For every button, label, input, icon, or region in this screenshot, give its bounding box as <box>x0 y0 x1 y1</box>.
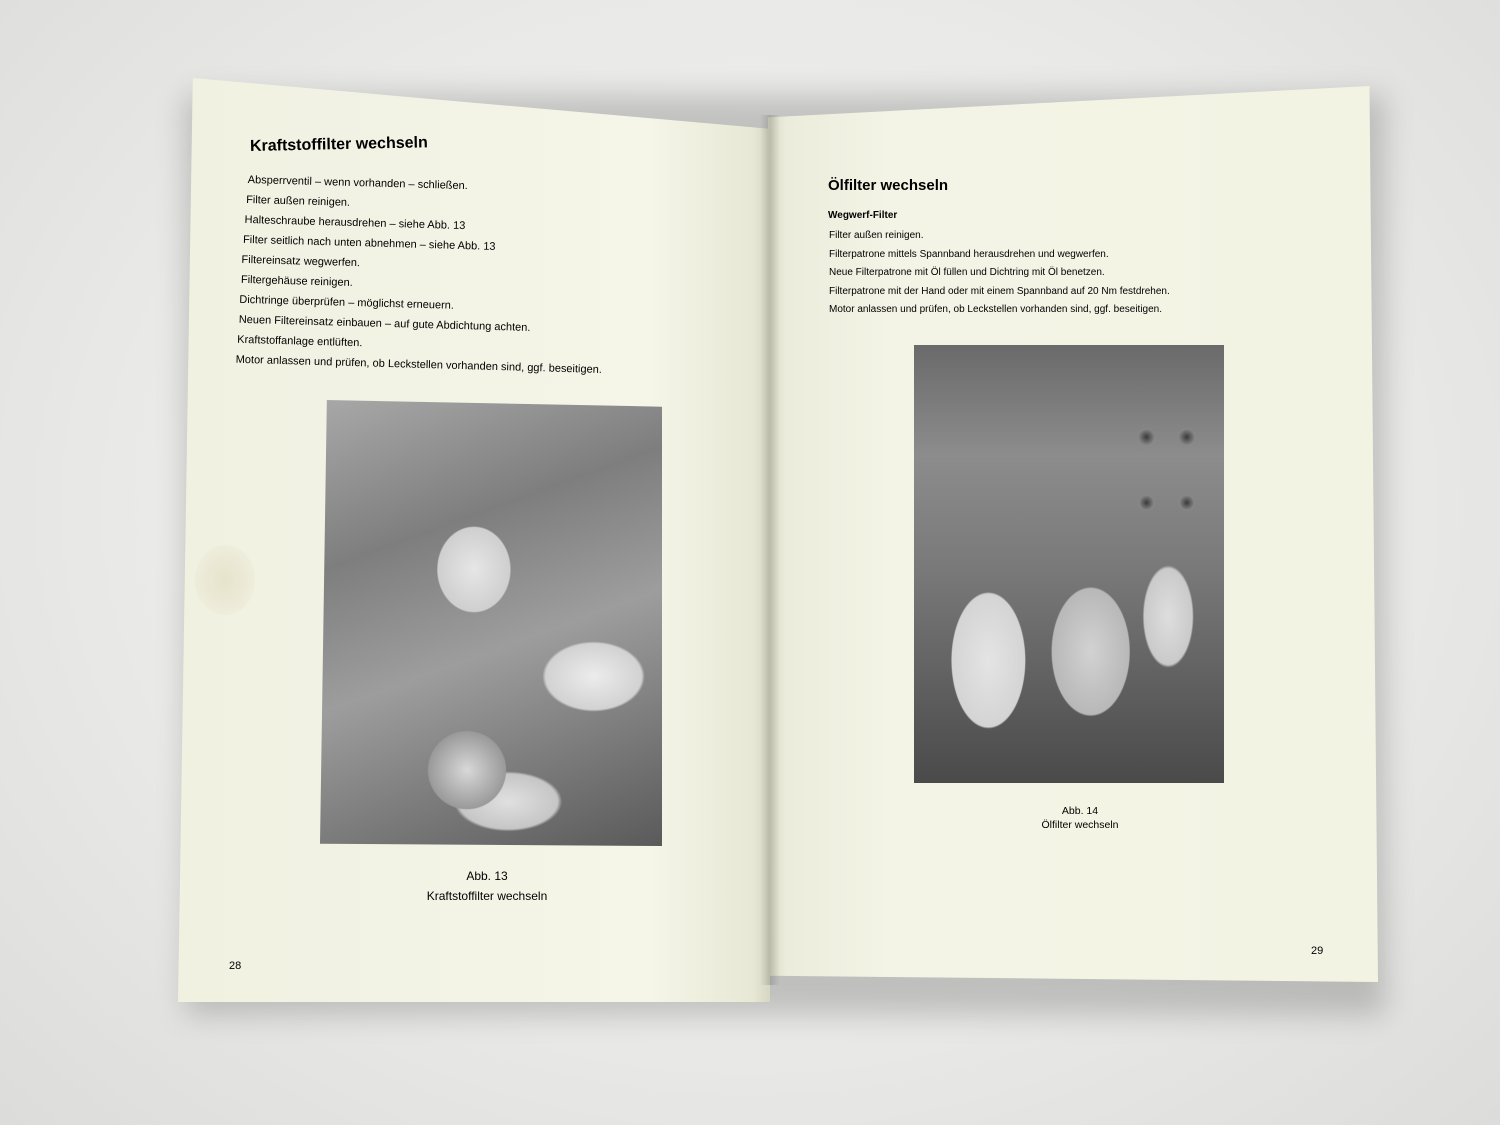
right-page-heading: Ölfilter wechseln <box>828 177 949 194</box>
figure-caption-13 <box>387 866 587 906</box>
list-item: Absperrventil – wenn vorhanden – schließen. <box>247 173 468 193</box>
list-item: Filterpatrone mittels Spannband herausdrehen und wegwerfen. <box>829 248 1109 260</box>
list-item: Kraftstoffanlage entlüften. <box>237 333 363 350</box>
list-item: Filter außen reinigen. <box>829 230 924 241</box>
figure-caption-14 <box>1000 804 1160 832</box>
list-item: Neuen Filtereinsatz einbauen – auf gute Abdichtung achten. <box>238 313 531 334</box>
figure-label: Abb. 13 <box>466 869 508 883</box>
list-item: Halteschraube herausdrehen – siehe Abb. 13 <box>244 213 466 233</box>
figure-title: Kraftstoffilter wechseln <box>426 889 548 903</box>
figure-title: Ölfilter wechseln <box>1041 819 1119 831</box>
right-page-subheading: Wegwerf-Filter <box>828 210 898 221</box>
oil-filter-photo <box>914 345 1224 783</box>
list-item: Filterpatrone mit der Hand oder mit einem Spannband auf 20 Nm festdrehen. <box>829 285 1170 297</box>
list-item: Motor anlassen und prüfen, ob Leckstellen vorhanden sind, ggf. beseitigen. <box>829 304 1162 315</box>
right-page-steps <box>829 227 1170 320</box>
list-item: Filtereinsatz wegwerfen. <box>241 253 361 270</box>
left-page-steps <box>235 170 607 380</box>
book-spine <box>760 115 780 985</box>
list-item: Dichtringe überprüfen – möglichst erneuern. <box>239 293 455 312</box>
page-number-left: 28 <box>229 960 242 972</box>
page-number-right: 29 <box>1311 945 1324 957</box>
list-item: Neue Filterpatrone mit Öl füllen und Dichtring mit Öl benetzen. <box>829 267 1105 278</box>
paper-stain <box>195 545 255 615</box>
list-item: Filtergehäuse reinigen. <box>240 273 353 289</box>
figure-label: Abb. 14 <box>1061 805 1099 817</box>
list-item: Motor anlassen und prüfen, ob Leckstellen vorhanden sind, ggf. beseitigen. <box>235 353 603 376</box>
fuel-filter-photo <box>320 400 662 846</box>
list-item: Filter außen reinigen. <box>245 193 351 209</box>
left-page-heading: Kraftstoffilter wechseln <box>249 134 428 155</box>
list-item: Filter seitlich nach unten abnehmen – siehe Abb. 13 <box>242 233 496 253</box>
